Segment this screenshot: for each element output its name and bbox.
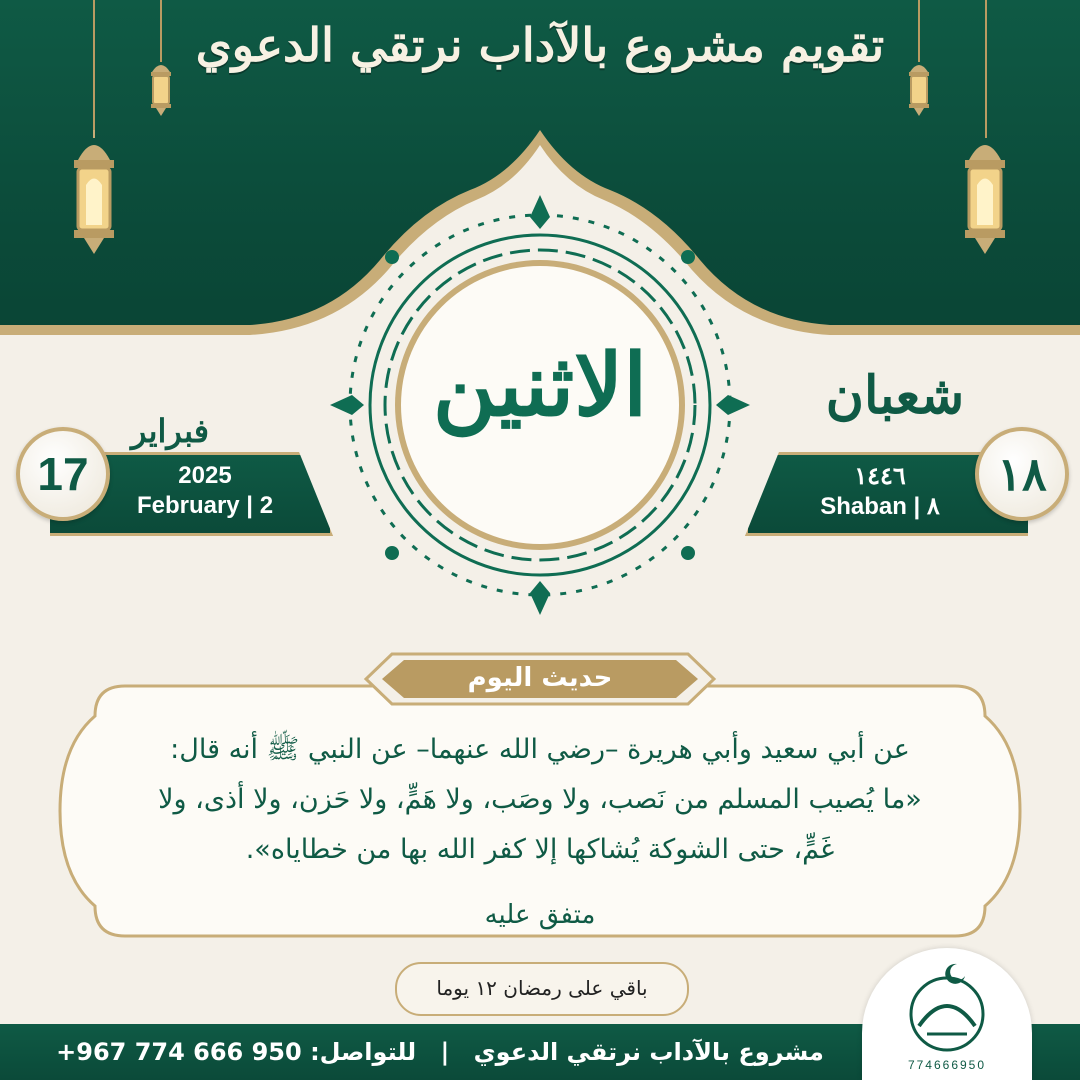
calendar-title: تقويم مشروع بالآداب نرتقي الدعوي [195, 18, 885, 72]
gregorian-month-ar: فبراير [130, 412, 210, 450]
gregorian-year: 2025 [178, 462, 232, 489]
lantern-rope [985, 0, 987, 138]
lantern-icon [148, 58, 174, 116]
hadith-source: متفق عليه [484, 900, 596, 930]
logo-icon [897, 956, 997, 1056]
lantern-icon [906, 58, 932, 116]
lantern-rope [160, 0, 162, 62]
lantern-rope [93, 0, 95, 138]
hadith-title: حديث اليوم [467, 663, 613, 693]
hadith-text: عن أبي سعيد وأبي هريرة –رضي الله عنهما– عن النبي ﷺ أنه قال: «ما يُصيب المسلم من نَصب، ولا وصَب، ولا هَمٍّ، ولا حَزن، ولا أذى، ولا غَمٍّ، حتى الشوكة يُشاكها إلا كفر الله بها من خطاياه». [158, 734, 922, 865]
hijri-year: ١٤٤٦ [854, 463, 906, 490]
footer-separator: | [440, 1038, 450, 1066]
footer-phone[interactable]: +967 774 666 950 [56, 1038, 302, 1066]
footer-text [40, 1024, 840, 1080]
ramadan-countdown: باقي على رمضان ١٢ يوما [395, 962, 689, 1016]
day-name: الاثنين [432, 335, 648, 436]
hijri-month-ar: شعبان [825, 365, 965, 426]
footer-contact-label: للتواصل: [310, 1038, 417, 1066]
gregorian-day-number: 17 [16, 427, 110, 521]
logo-phone: 774666950 [907, 1058, 987, 1072]
lantern-rope [918, 0, 920, 62]
hijri-month-en: Shaban | ٨ [820, 493, 940, 520]
hijri-day-number: ١٨ [975, 427, 1069, 521]
gregorian-month-en: February | 2 [136, 492, 274, 519]
footer-project: مشروع بالآداب نرتقي الدعوي [473, 1038, 824, 1066]
